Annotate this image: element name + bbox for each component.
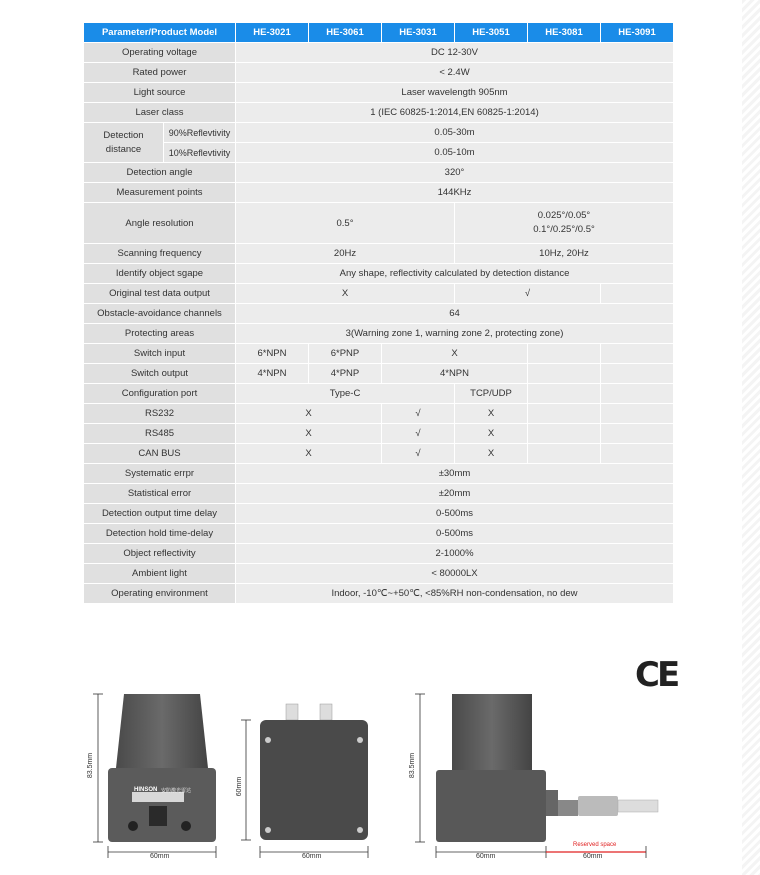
row-value: 144KHz — [236, 183, 674, 203]
header-model: HE-3031 — [382, 23, 455, 43]
table-row — [84, 484, 674, 504]
table-row — [84, 304, 674, 324]
row-value: ±30mm — [236, 464, 674, 484]
table-row — [84, 83, 674, 103]
dim-height-label: 60mm — [236, 776, 244, 797]
row-label: Scanning frequency — [84, 244, 236, 264]
table-row — [84, 43, 674, 63]
row-value: < 80000LX — [236, 564, 674, 584]
table-row — [84, 544, 674, 564]
header-model: HE-3091 — [601, 23, 674, 43]
table-row — [84, 203, 674, 244]
empty-cell — [601, 404, 674, 424]
row-value: 0.05-10m — [236, 143, 674, 163]
row-value: X — [382, 344, 528, 364]
row-label: Obstacle-avoidance channels — [84, 304, 236, 324]
table-row — [84, 424, 674, 444]
row-sublabel: 10%Reflevtivity — [164, 143, 236, 163]
row-label: Object reflectivity — [84, 544, 236, 564]
row-label: Switch output — [84, 364, 236, 384]
row-value: 4*NPN — [236, 364, 309, 384]
side-view — [415, 694, 658, 858]
table-row — [84, 384, 674, 404]
row-value: X — [236, 404, 382, 424]
row-value: X — [236, 284, 455, 304]
table-row — [84, 123, 674, 143]
dim-height-label: 83.5mm — [87, 752, 95, 779]
empty-cell — [528, 404, 601, 424]
table-row — [84, 183, 674, 203]
row-value: 0-500ms — [236, 504, 674, 524]
row-value: √ — [382, 404, 455, 424]
empty-cell — [601, 384, 674, 404]
dim-height-label: 83.5mm — [409, 752, 417, 779]
front-view — [93, 694, 216, 858]
header-model: HE-3061 — [309, 23, 382, 43]
table-row — [84, 584, 674, 604]
row-value: √ — [455, 284, 601, 304]
row-value: X — [236, 424, 382, 444]
empty-cell — [601, 364, 674, 384]
row-value — [455, 203, 674, 244]
row-value: Indoor, -10℃~+50℃, <85%RH non-condensation, no dew — [236, 584, 674, 604]
row-label: Ambient light — [84, 564, 236, 584]
row-value: 6*NPN — [236, 344, 309, 364]
empty-cell — [601, 344, 674, 364]
row-label: Operating voltage — [84, 43, 236, 63]
row-value: X — [236, 444, 382, 464]
product-drawings — [0, 680, 742, 875]
row-label: Systematic errpr — [84, 464, 236, 484]
row-value: 64 — [236, 304, 674, 324]
row-value: √ — [382, 424, 455, 444]
row-value: Any shape, reflectivity calculated by detection distance — [236, 264, 674, 284]
header-row — [84, 23, 674, 43]
table-row — [84, 163, 674, 183]
back-view — [241, 704, 368, 858]
row-label: Detection distance — [84, 123, 164, 163]
table-row — [84, 143, 674, 163]
table-row — [84, 524, 674, 544]
spec-table — [83, 22, 674, 604]
dim-width-label: 60mm — [302, 853, 322, 860]
empty-cell — [528, 424, 601, 444]
row-label: CAN BUS — [84, 444, 236, 464]
row-value: ±20mm — [236, 484, 674, 504]
empty-cell — [528, 344, 601, 364]
empty-cell — [601, 284, 674, 304]
table-row — [84, 444, 674, 464]
row-value: 0.05-30m — [236, 123, 674, 143]
table-row — [84, 364, 674, 384]
empty-cell — [601, 444, 674, 464]
row-label: Light source — [84, 83, 236, 103]
row-value: Laser wavelength 905nm — [236, 83, 674, 103]
row-label: Angle resolution — [84, 203, 236, 244]
table-row — [84, 464, 674, 484]
dim-width-label: 60mm — [150, 853, 170, 860]
row-value: 3(Warning zone 1, warning zone 2, protecting zone) — [236, 324, 674, 344]
row-label: Configuration port — [84, 384, 236, 404]
table-row — [84, 63, 674, 83]
brand-subtitle: 安防激光雷达 — [161, 788, 192, 794]
row-value: 4*PNP — [309, 364, 382, 384]
row-value: 20Hz — [236, 244, 455, 264]
row-value: < 2.4W — [236, 63, 674, 83]
empty-cell — [601, 424, 674, 444]
row-value: √ — [382, 444, 455, 464]
decorative-stripe — [742, 0, 760, 875]
row-label: Switch input — [84, 344, 236, 364]
table-row — [84, 344, 674, 364]
empty-cell — [528, 444, 601, 464]
row-label: RS485 — [84, 424, 236, 444]
row-label: Original test data output — [84, 284, 236, 304]
table-row — [84, 324, 674, 344]
row-label: Detection hold time-delay — [84, 524, 236, 544]
empty-cell — [528, 364, 601, 384]
row-label: Identify object sgape — [84, 264, 236, 284]
row-label: Measurement points — [84, 183, 236, 203]
row-value: X — [455, 424, 528, 444]
row-value: 0.5° — [236, 203, 455, 244]
table-row — [84, 264, 674, 284]
header-model: HE-3051 — [455, 23, 528, 43]
row-value: TCP/UDP — [455, 384, 528, 404]
row-label: Protecting areas — [84, 324, 236, 344]
row-label: Operating environment — [84, 584, 236, 604]
row-label: Detection angle — [84, 163, 236, 183]
dim-width-label: 60mm — [583, 853, 603, 860]
row-sublabel: 90%Reflevtivity — [164, 123, 236, 143]
row-value: Type-C — [236, 384, 455, 404]
row-label: Statistical error — [84, 484, 236, 504]
row-value: 10Hz, 20Hz — [455, 244, 674, 264]
resolution-line: 0.025°/0.05° — [537, 210, 591, 221]
header-parameter: Parameter/Product Model — [84, 23, 236, 43]
row-label: Laser class — [84, 103, 236, 123]
row-value: 1 (IEC 60825-1:2014,EN 60825-1:2014) — [236, 103, 674, 123]
table-row — [84, 284, 674, 304]
row-value: 6*PNP — [309, 344, 382, 364]
table-row — [84, 404, 674, 424]
empty-cell — [528, 384, 601, 404]
row-label: Rated power — [84, 63, 236, 83]
row-label: Detection output time delay — [84, 504, 236, 524]
row-value: 320° — [236, 163, 674, 183]
row-value: X — [455, 444, 528, 464]
reserved-space-label: Reserved space — [573, 842, 617, 848]
table-row — [84, 564, 674, 584]
table-row — [84, 504, 674, 524]
row-value: 0-500ms — [236, 524, 674, 544]
resolution-line: 0.1°/0.25°/0.5° — [533, 224, 595, 235]
table-row — [84, 244, 674, 264]
row-label: RS232 — [84, 404, 236, 424]
header-model: HE-3081 — [528, 23, 601, 43]
brand-logo: HINSON — [134, 787, 158, 793]
row-value: 2-1000% — [236, 544, 674, 564]
ce-mark: CE — [635, 655, 678, 695]
row-value: 4*NPN — [382, 364, 528, 384]
table-row — [84, 103, 674, 123]
row-value: DC 12-30V — [236, 43, 674, 63]
dim-width-label: 60mm — [476, 853, 496, 860]
header-model: HE-3021 — [236, 23, 309, 43]
row-value: X — [455, 404, 528, 424]
